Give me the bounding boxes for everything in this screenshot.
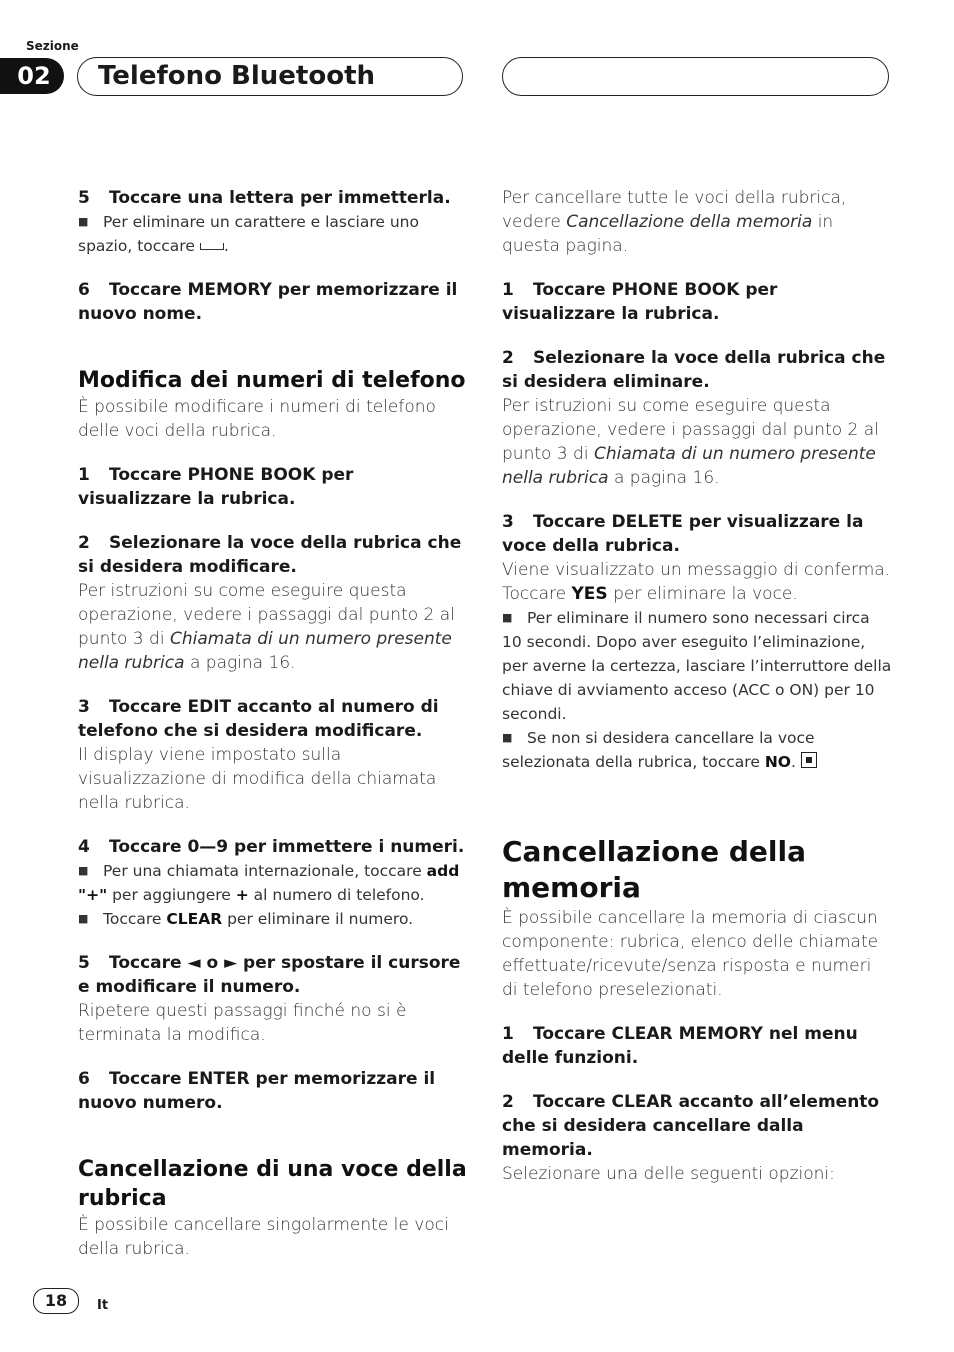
- section-label: Sezione: [26, 39, 79, 53]
- step-heading: 5 Toccare una lettera per immetterla.: [78, 188, 451, 208]
- square-bullet-icon: ■: [502, 611, 513, 624]
- language-code: It: [97, 1298, 109, 1313]
- step-heading: 6 Toccare ENTER per memorizzare il nuovo numero.: [78, 1069, 436, 1113]
- step-heading: 1 Toccare CLEAR MEMORY nel menu delle funzioni.: [502, 1024, 858, 1068]
- paragraph: Selezionare una delle seguenti opzioni:: [502, 1164, 835, 1184]
- note: ■ Per eliminare un carattere e lasciare uno spazio, toccare .: [78, 210, 468, 258]
- step-heading: 2 Selezionare la voce della rubrica che si desidera eliminare.: [502, 348, 886, 392]
- paragraph: Per istruzioni su come eseguire questa operazione, vedere i passaggi dal punto 2 al punto 3 di Chiamata di un numero presente nella rubrica a pagina 16.: [78, 581, 455, 673]
- step-heading: 3 Toccare EDIT accanto al numero di telefono che si desidera modificare.: [78, 697, 439, 741]
- section-number-badge: 02: [0, 58, 64, 94]
- paragraph: È possibile cancellare singolarmente le voci della rubrica.: [78, 1215, 449, 1259]
- note: ■ Per una chiamata internazionale, toccare add "+" per aggiungere + al numero di telefono.: [78, 859, 468, 907]
- step-heading: 1 Toccare PHONE BOOK per visualizzare la rubrica.: [78, 465, 354, 509]
- cross-reference: Cancellazione della memoria: [566, 212, 813, 232]
- paragraph: Per istruzioni su come eseguire questa operazione, vedere i passaggi dal punto 2 al punto 3 di Chiamata di un numero presente nella rubrica a pagina 16.: [502, 396, 879, 488]
- space-key-icon: [200, 243, 224, 250]
- left-column: [78, 186, 468, 1261]
- step-heading: 6 Toccare MEMORY per memorizzare il nuovo nome.: [78, 280, 458, 324]
- section-heading-modifica: Modifica dei numeri di telefono: [78, 368, 466, 393]
- square-bullet-icon: ■: [78, 215, 89, 228]
- note: ■ Per eliminare il numero sono necessari circa 10 secondi. Dopo aver eseguito l’eliminazione, per averne la certezza, lasciare l’interruttore della chiave di avviamento acceso (ACC o ON) per 10 secondi.: [502, 606, 892, 726]
- step-heading: 2 Selezionare la voce della rubrica che si desidera modificare.: [78, 533, 462, 577]
- paragraph: Per cancellare tutte le voci della rubrica, vedere Cancellazione della memoria in questa pagina.: [502, 188, 847, 256]
- step-heading: 1 Toccare PHONE BOOK per visualizzare la rubrica.: [502, 280, 778, 324]
- right-column: [502, 186, 892, 1186]
- end-of-section-icon: [801, 752, 817, 768]
- square-bullet-icon: ■: [78, 912, 89, 925]
- note: ■ Se non si desidera cancellare la voce selezionata della rubrica, toccare NO.: [502, 726, 892, 774]
- step-heading: 4 Toccare 0—9 per immettere i numeri.: [78, 837, 465, 857]
- page-title: Telefono Bluetooth: [77, 57, 463, 96]
- paragraph: È possibile modificare i numeri di telefono delle voci della rubrica.: [78, 397, 436, 441]
- square-bullet-icon: ■: [502, 731, 513, 744]
- step-heading: 3 Toccare DELETE per visualizzare la voce della rubrica.: [502, 512, 864, 556]
- cross-reference: Chiamata di un numero presente nella rubrica: [78, 629, 452, 673]
- square-bullet-icon: ■: [78, 864, 89, 877]
- step-heading: 2 Toccare CLEAR accanto all’elemento che si desidera cancellare dalla memoria.: [502, 1092, 880, 1160]
- header-empty-box: [502, 57, 889, 96]
- cross-reference: Chiamata di un numero presente nella rubrica: [502, 444, 876, 488]
- section-heading-cancellazione-voce: Cancellazione di una voce della rubrica: [78, 1157, 467, 1211]
- paragraph: Ripetere questi passaggi finché no si è terminata la modifica.: [78, 1001, 407, 1045]
- paragraph: Il display viene impostato sulla visualizzazione di modifica della chiamata nella rubrica.: [78, 745, 437, 813]
- page-number: 18: [33, 1288, 79, 1314]
- note: ■ Toccare CLEAR per eliminare il numero.: [78, 907, 468, 931]
- paragraph: Viene visualizzato un messaggio di conferma. Toccare YES per eliminare la voce.: [502, 560, 891, 604]
- section-heading-cancellazione-memoria: Cancellazione della memoria: [502, 835, 806, 904]
- step-heading: 5 Toccare ◄ o ► per spostare il cursore e modificare il numero.: [78, 953, 461, 997]
- paragraph: È possibile cancellare la memoria di ciascun componente: rubrica, elenco delle chiamate effettuate/ricevute/senza risposta e numeri di telefono preselezionati.: [502, 908, 879, 1000]
